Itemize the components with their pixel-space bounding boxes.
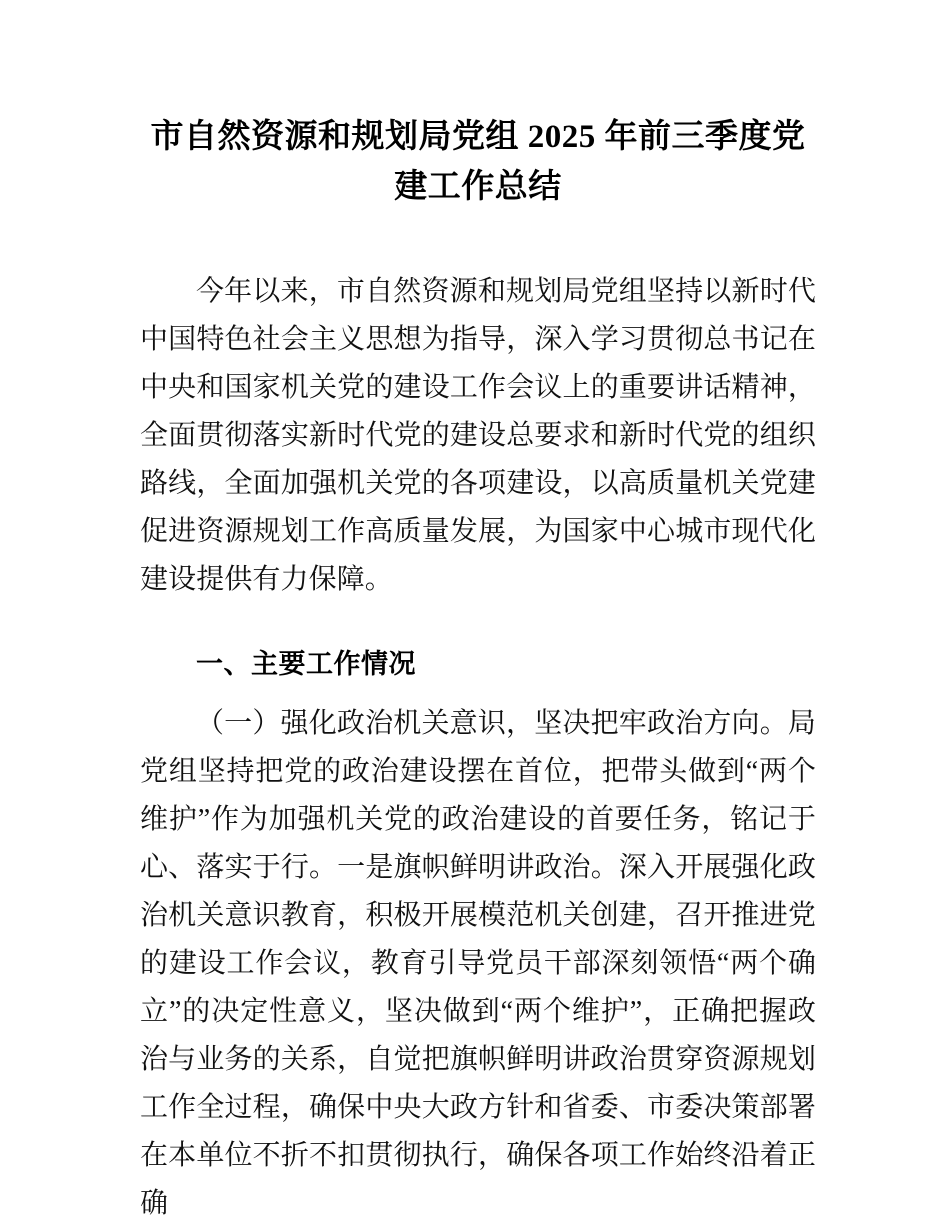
heading-spacer-top (140, 604, 816, 640)
intro-paragraph: 今年以来，市自然资源和规划局党组坚持以新时代中国特色社会主义思想为指导，深入学习贯彻总书记在中央和国家机关党的建设工作会议上的重要讲话精神，全面贯彻落实新时代党的建设总要求和新时代党的组织路线，全面加强机关党的各项建设，以高质量机关党建促进资源规划工作高质量发展，为国家中心城市现代化建设提供有力保障。 (140, 276, 816, 595)
page-content (140, 0, 816, 1228)
section-heading-1: 一、主要工作情况 (196, 649, 416, 679)
document-body (140, 268, 816, 1228)
document-title-line-2: 建工作总结 (394, 169, 562, 205)
document-title (140, 0, 816, 212)
document-title-line-1: 市自然资源和规划局党组 2025 年前三季度党 (150, 119, 806, 155)
heading-spacer-bottom (140, 688, 816, 700)
subsection-paragraph-1: （一）强化政治机关意识，坚决把牢政治方向。局党组坚持把党的政治建设摆在首位，把带头做到“两个维护”作为加强机关党的政治建设的首要任务，铭记于心、落实于行。一是旗帜鲜明讲政治。深入开展强化政治机关意识教育，积极开展模范机关创建，召开推进党的建设工作会议，教育引导党员干部深刻领悟“两个确立”的决定性意义，坚决做到“两个维护”，正确把握政治与业务的关系，自觉把旗帜鲜明讲政治贯穿资源规划工作全过程，确保中央大政方针和省委、市委决策部署在本单位不折不扣贯彻执行，确保各项工作始终沿着正确 (140, 708, 816, 1219)
